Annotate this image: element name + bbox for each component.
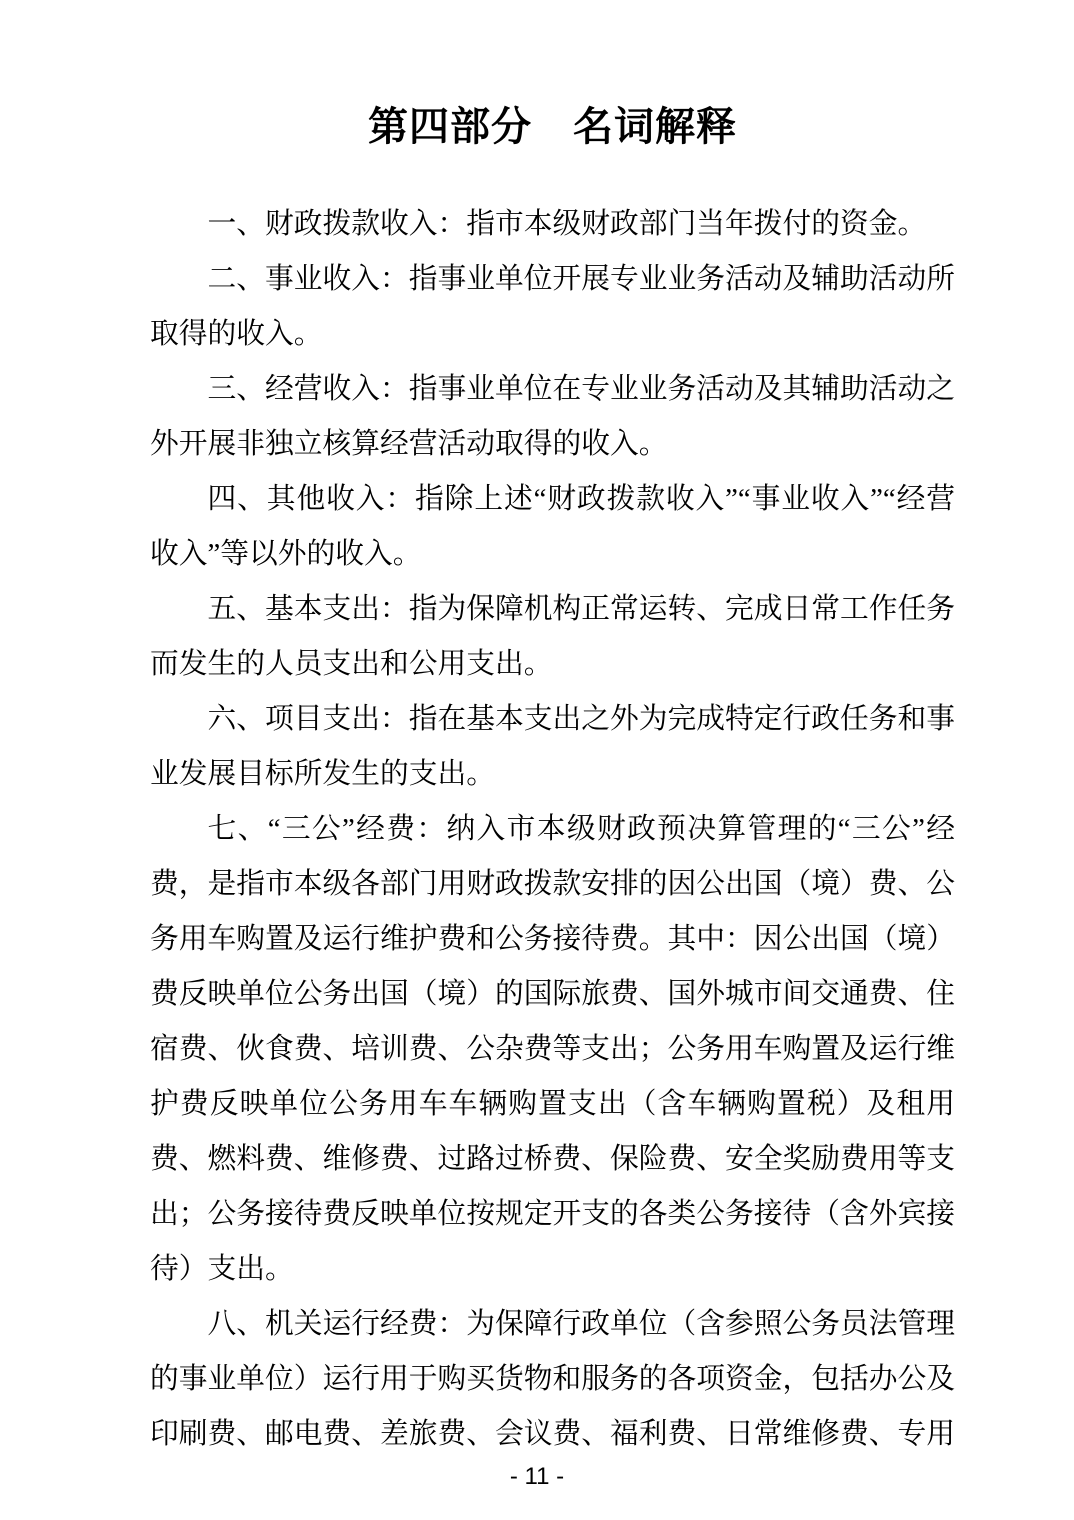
body-paragraph-6: 六、项目支出：指在基本支出之外为完成特定行政任务和事业发展目标所发生的支出。 [150, 703, 955, 790]
page-content [150, 100, 955, 1462]
body-paragraph-7: 七、“三公”经费：纳入市本级财政预决算管理的“三公”经费，是指市本级各部门用财政拨款安排的因公出国（境）费、公务用车购置及运行维护费和公务接待费。其中：因公出国（境）费反映单位公务出国（境）的国际旅费、国外城市间交通费、住宿费、伙食费、培训费、公杂费等支出；公务用车购置及运行维护费反映单位公务用车车辆购置支出（含车辆购置税）及租用费、燃料费、维修费、过路过桥费、保险费、安全奖励费用等支出；公务接待费反映单位按规定开支的各类公务接待（含外宾接待）支出。 [150, 813, 955, 1285]
page-number: - 11 - [509, 1463, 565, 1490]
body-paragraph-8: 八、机关运行经费：为保障行政单位（含参照公务员法管理的事业单位）运行用于购买货物和服务的各项资金，包括办公及印刷费、邮电费、差旅费、会议费、福利费、日常维修费、专用 [150, 1308, 955, 1450]
body-paragraph-5: 五、基本支出：指为保障机构正常运转、完成日常工作任务而发生的人员支出和公用支出。 [150, 593, 955, 680]
body-paragraph-4: 四、其他收入：指除上述“财政拨款收入”“事业收入”“经营收入”等以外的收入。 [150, 483, 955, 570]
body-text [150, 197, 955, 1462]
body-paragraph-2: 二、事业收入：指事业单位开展专业业务活动及辅助活动所取得的收入。 [150, 263, 955, 350]
page-title: 第四部分 名词解释 [368, 105, 737, 149]
body-paragraph-1: 一、财政拨款收入：指市本级财政部门当年拨付的资金。 [207, 208, 927, 240]
body-paragraph-3: 三、经营收入：指事业单位在专业业务活动及其辅助活动之外开展非独立核算经营活动取得的收入。 [150, 373, 955, 460]
